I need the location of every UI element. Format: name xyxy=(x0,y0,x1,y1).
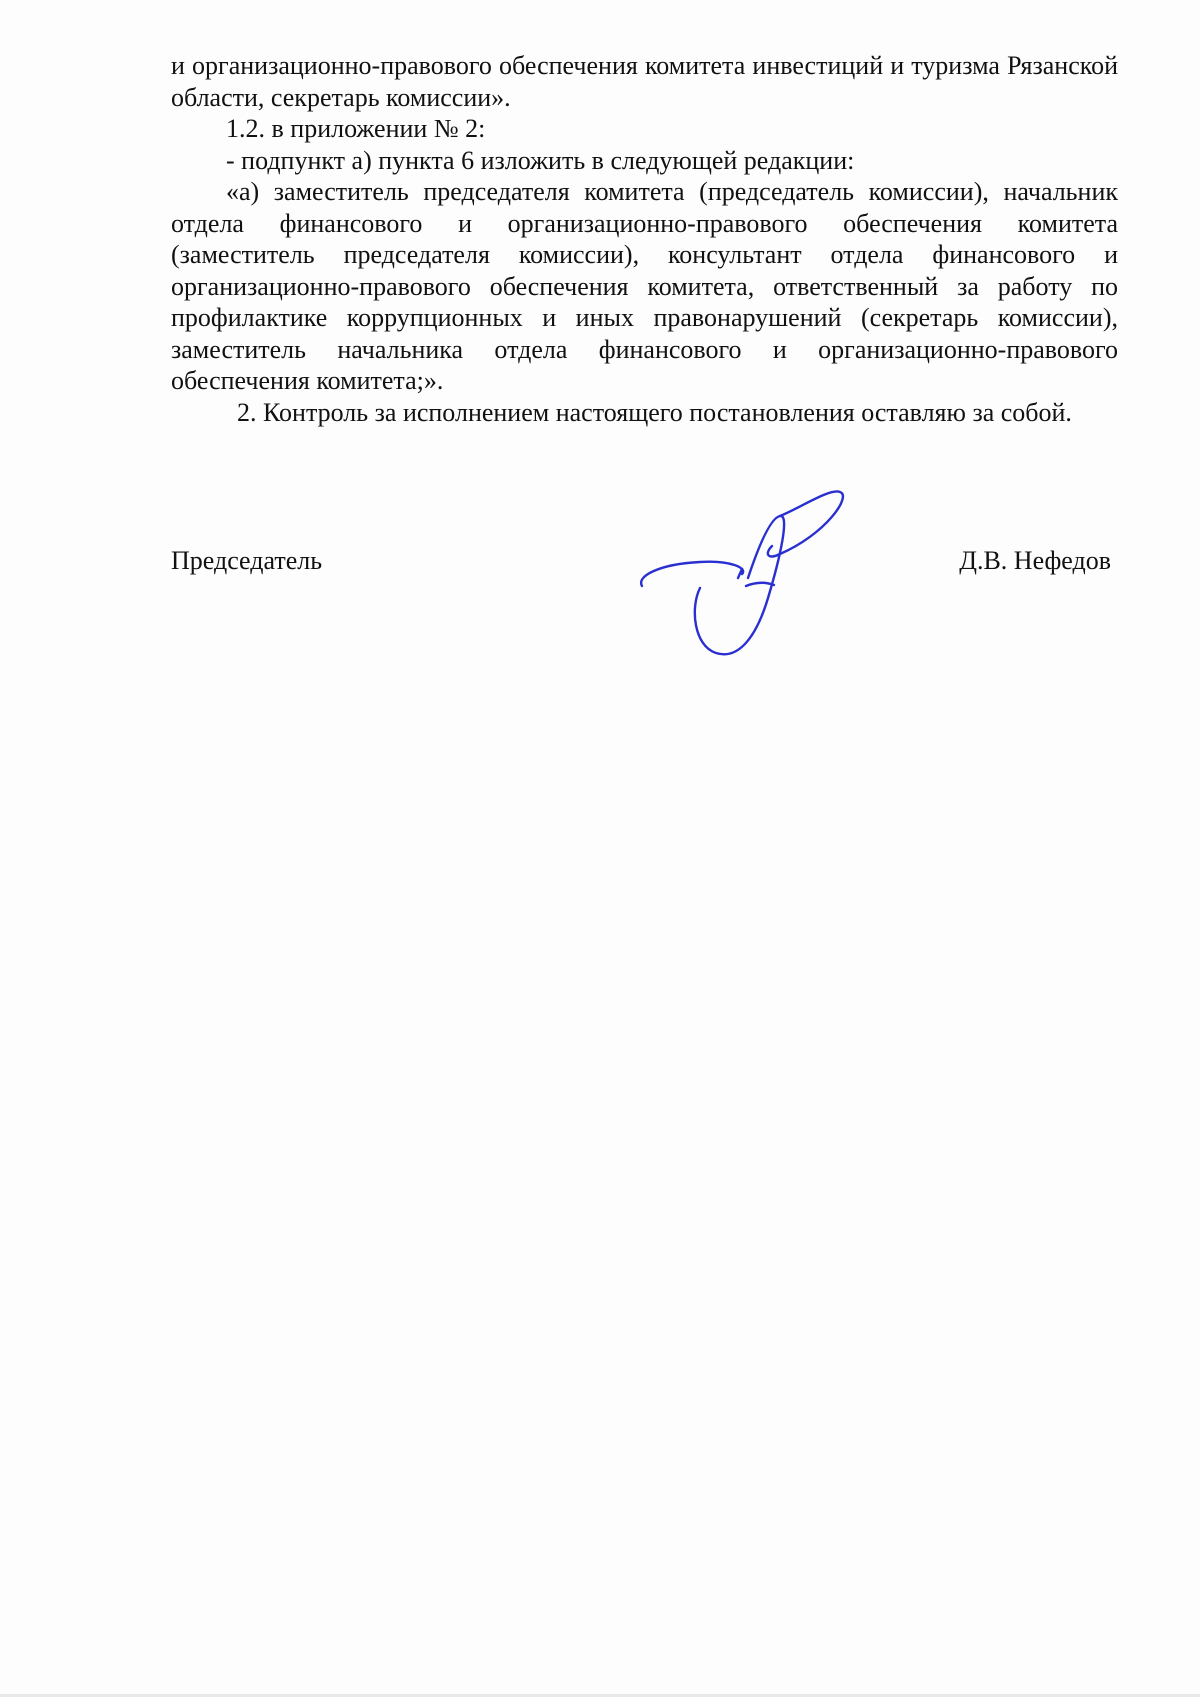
paragraph-subitem-a: - подпункт а) пункта 6 изложить в следующей редакции: xyxy=(226,145,855,175)
signature-stroke-loop xyxy=(768,491,843,556)
signatory-name: Д.В. Нефедов xyxy=(959,546,1111,575)
paragraph-item-1-2: 1.2. в приложении № 2: xyxy=(226,114,486,143)
paragraph-item-2: 2. Контроль за исполнением настоящего постановления оставляю за собой. xyxy=(237,397,1072,427)
paragraph-quoted-text: «а) заместитель председателя комитета (председатель комиссии), начальник отдела финансового и организационно-правового обеспечения комитета (заместитель председателя комиссии), консультант отдела финансового и организационно-правового обеспечения комитета, ответственный за работу по профилактике коррупционных и иных правонарушений (секретарь комиссии), заместитель начальника отдела финансового и организационно-правового обеспечения комитета;». xyxy=(171,177,1118,395)
signature-stroke-bar xyxy=(746,583,774,586)
handwritten-signature xyxy=(630,488,900,668)
signatory-title: Председатель xyxy=(171,546,323,575)
paragraph-continuation: и организационно-правового обеспечения комитета инвестиций и туризма Рязанской области, секретарь комиссии». xyxy=(171,51,1118,112)
signature-stroke-swoosh xyxy=(641,562,743,586)
document-body xyxy=(171,50,1118,428)
